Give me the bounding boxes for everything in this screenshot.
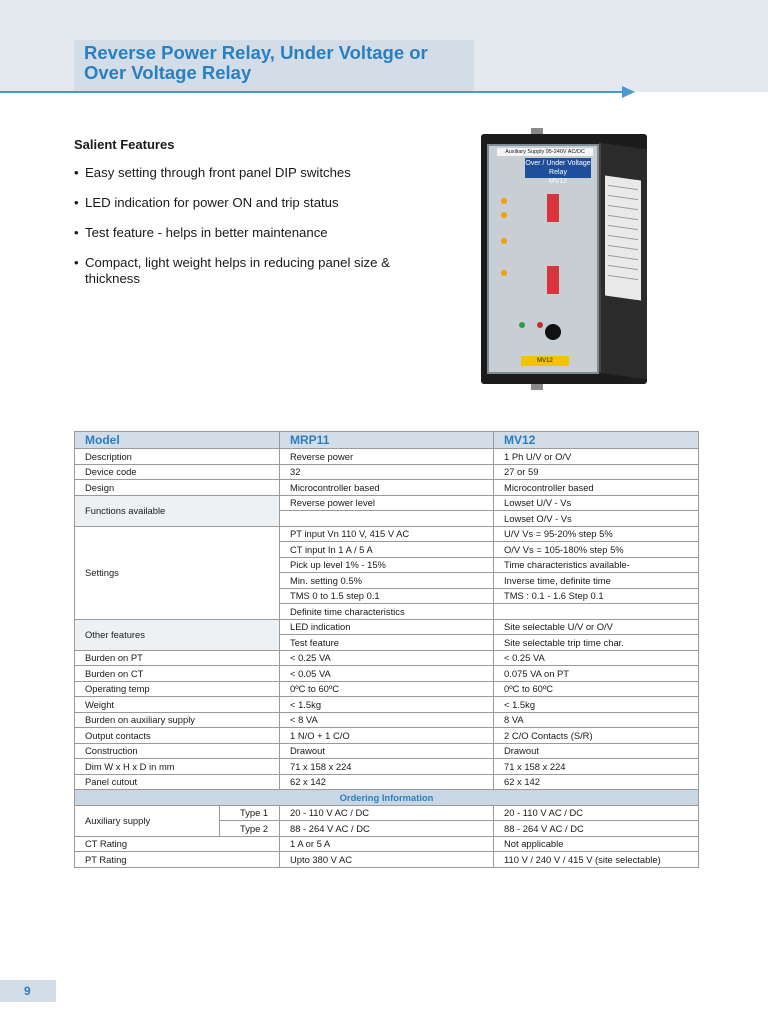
table-cell: Definite time characteristics (280, 604, 494, 620)
table-cell: CT Rating (75, 836, 280, 852)
table-cell: Burden on PT (75, 650, 280, 666)
table-group-label: Settings (75, 526, 280, 619)
table-cell: 32 (280, 464, 494, 480)
table-row (75, 449, 699, 465)
table-cell: Lowset O/V - Vs (494, 511, 699, 527)
table-row (75, 774, 699, 790)
page-number: 9 (0, 980, 56, 1002)
table-cell: 62 x 142 (280, 774, 494, 790)
table-cell: CT input In 1 A / 5 A (280, 542, 494, 558)
relay-model-tag: MV12 (521, 356, 569, 366)
table-cell: O/V Vs = 105-180% step 5% (494, 542, 699, 558)
table-cell: LED indication (280, 619, 494, 635)
table-cell: TMS : 0.1 - 1.6 Step 0.1 (494, 588, 699, 604)
table-cell: PT Rating (75, 852, 280, 868)
table-cell: 2 C/O Contacts (S/R) (494, 728, 699, 744)
features-heading: Salient Features (74, 137, 175, 152)
table-cell (494, 604, 699, 620)
feature-item: • Easy setting through front panel DIP switches (74, 165, 434, 181)
table-row (75, 681, 699, 697)
table-cell: Description (75, 449, 280, 465)
table-group-label: Auxiliary supply (75, 805, 220, 836)
spec-table (74, 431, 699, 868)
product-photo (479, 128, 649, 390)
table-cell: < 1.5kg (494, 697, 699, 713)
table-row (75, 836, 699, 852)
title-box (74, 40, 474, 92)
table-cell: Microcontroller based (280, 480, 494, 496)
table-cell: Reverse power (280, 449, 494, 465)
feature-item: • LED indication for power ON and trip status (74, 195, 434, 211)
table-cell: Site selectable U/V or O/V (494, 619, 699, 635)
feature-list (74, 165, 434, 301)
table-cell: 20 - 110 V AC / DC (280, 805, 494, 821)
table-cell: Test feature (280, 635, 494, 651)
table-row (75, 712, 699, 728)
table-cell: Not applicable (494, 836, 699, 852)
dip-switch (547, 266, 559, 294)
table-cell: 1 N/O + 1 C/O (280, 728, 494, 744)
table-header-cell: MV12 (494, 432, 699, 449)
relay-front-panel (487, 144, 599, 374)
table-cell: 8 VA (494, 712, 699, 728)
table-cell: 88 - 264 V AC / DC (280, 821, 494, 837)
arrow-right-icon (622, 86, 635, 98)
relay-side-label (605, 175, 641, 300)
feature-item: • Test feature - helps in better maintenance (74, 225, 434, 241)
table-cell: Operating temp (75, 681, 280, 697)
relay-name: Over / Under Voltage Relay (525, 160, 591, 176)
table-row (75, 697, 699, 713)
table-cell: Time characteristics available- (494, 557, 699, 573)
ordering-info-row (75, 790, 699, 806)
table-cell: 20 - 110 V AC / DC (494, 805, 699, 821)
ordering-info-title: Ordering Information (75, 790, 699, 806)
table-cell: Design (75, 480, 280, 496)
relay-model: MV12 (548, 178, 568, 185)
table-cell: 62 x 142 (494, 774, 699, 790)
table-cell: Device code (75, 464, 280, 480)
table-cell: < 0.05 VA (280, 666, 494, 682)
table-row (75, 650, 699, 666)
page-title-line2: Over Voltage Relay (84, 62, 252, 83)
table-cell: Output contacts (75, 728, 280, 744)
table-cell: Construction (75, 743, 280, 759)
table-cell: Weight (75, 697, 280, 713)
table-cell: < 0.25 VA (494, 650, 699, 666)
table-cell: TMS 0 to 1.5 step 0.1 (280, 588, 494, 604)
table-group-label: Other features (75, 619, 280, 650)
table-cell: Site selectable trip time char. (494, 635, 699, 651)
table-cell: Drawout (280, 743, 494, 759)
table-row (75, 743, 699, 759)
table-cell: 88 - 264 V AC / DC (494, 821, 699, 837)
table-cell: 0ºC to 60ºC (494, 681, 699, 697)
table-cell: Pick up level 1% - 15% (280, 557, 494, 573)
table-row (75, 759, 699, 775)
table-cell: < 8 VA (280, 712, 494, 728)
table-cell: Microcontroller based (494, 480, 699, 496)
table-header-row (75, 432, 699, 449)
table-cell: Lowset U/V - Vs (494, 495, 699, 511)
table-cell: 0.075 VA on PT (494, 666, 699, 682)
table-cell: PT input Vn 110 V, 415 V AC (280, 526, 494, 542)
title-rule (0, 91, 624, 93)
table-cell: Burden on CT (75, 666, 280, 682)
table-cell: Burden on auxiliary supply (75, 712, 280, 728)
table-cell: Dim W x H x D in mm (75, 759, 280, 775)
led-indicator (501, 238, 507, 244)
relay-aux-label: Auxiliary Supply 95-240V AC/DC (497, 148, 593, 156)
table-cell: 1 A or 5 A (280, 836, 494, 852)
table-header-cell: Model (75, 432, 280, 449)
table-cell: 110 V / 240 V / 415 V (site selectable) (494, 852, 699, 868)
table-cell: Upto 380 V AC (280, 852, 494, 868)
table-row (75, 619, 699, 635)
table-cell: 0ºC to 60ºC (280, 681, 494, 697)
table-cell: Min. setting 0.5% (280, 573, 494, 589)
table-cell: < 0.25 VA (280, 650, 494, 666)
table-row (75, 805, 699, 821)
table-cell: U/V Vs = 95-20% step 5% (494, 526, 699, 542)
table-cell: 27 or 59 (494, 464, 699, 480)
led-indicator (501, 198, 507, 204)
table-cell: Type 1 (220, 805, 280, 821)
table-cell: 1 Ph U/V or O/V (494, 449, 699, 465)
table-cell: Drawout (494, 743, 699, 759)
power-led (519, 322, 525, 328)
table-row (75, 852, 699, 868)
table-cell: Type 2 (220, 821, 280, 837)
reset-knob (545, 324, 561, 340)
trip-led (537, 322, 543, 328)
feature-item: • Compact, light weight helps in reducing panel size & thickness (74, 255, 434, 286)
table-cell: Reverse power level (280, 495, 494, 511)
table-cell (280, 511, 494, 527)
table-row (75, 464, 699, 480)
table-row (75, 666, 699, 682)
led-indicator (501, 270, 507, 276)
table-group-label: Functions available (75, 495, 280, 526)
table-cell: Panel cutout (75, 774, 280, 790)
table-header-cell: MRP11 (280, 432, 494, 449)
led-indicator (501, 212, 507, 218)
table-cell: Inverse time, definite time (494, 573, 699, 589)
table-row (75, 495, 699, 511)
dip-switch (547, 194, 559, 222)
table-row (75, 526, 699, 542)
table-row (75, 480, 699, 496)
table-cell: 71 x 158 x 224 (494, 759, 699, 775)
relay-name-plate (525, 158, 591, 185)
table-cell: < 1.5kg (280, 697, 494, 713)
table-row (75, 728, 699, 744)
page-title-line1: Reverse Power Relay, Under Voltage or (84, 42, 428, 63)
table-cell: 71 x 158 x 224 (280, 759, 494, 775)
